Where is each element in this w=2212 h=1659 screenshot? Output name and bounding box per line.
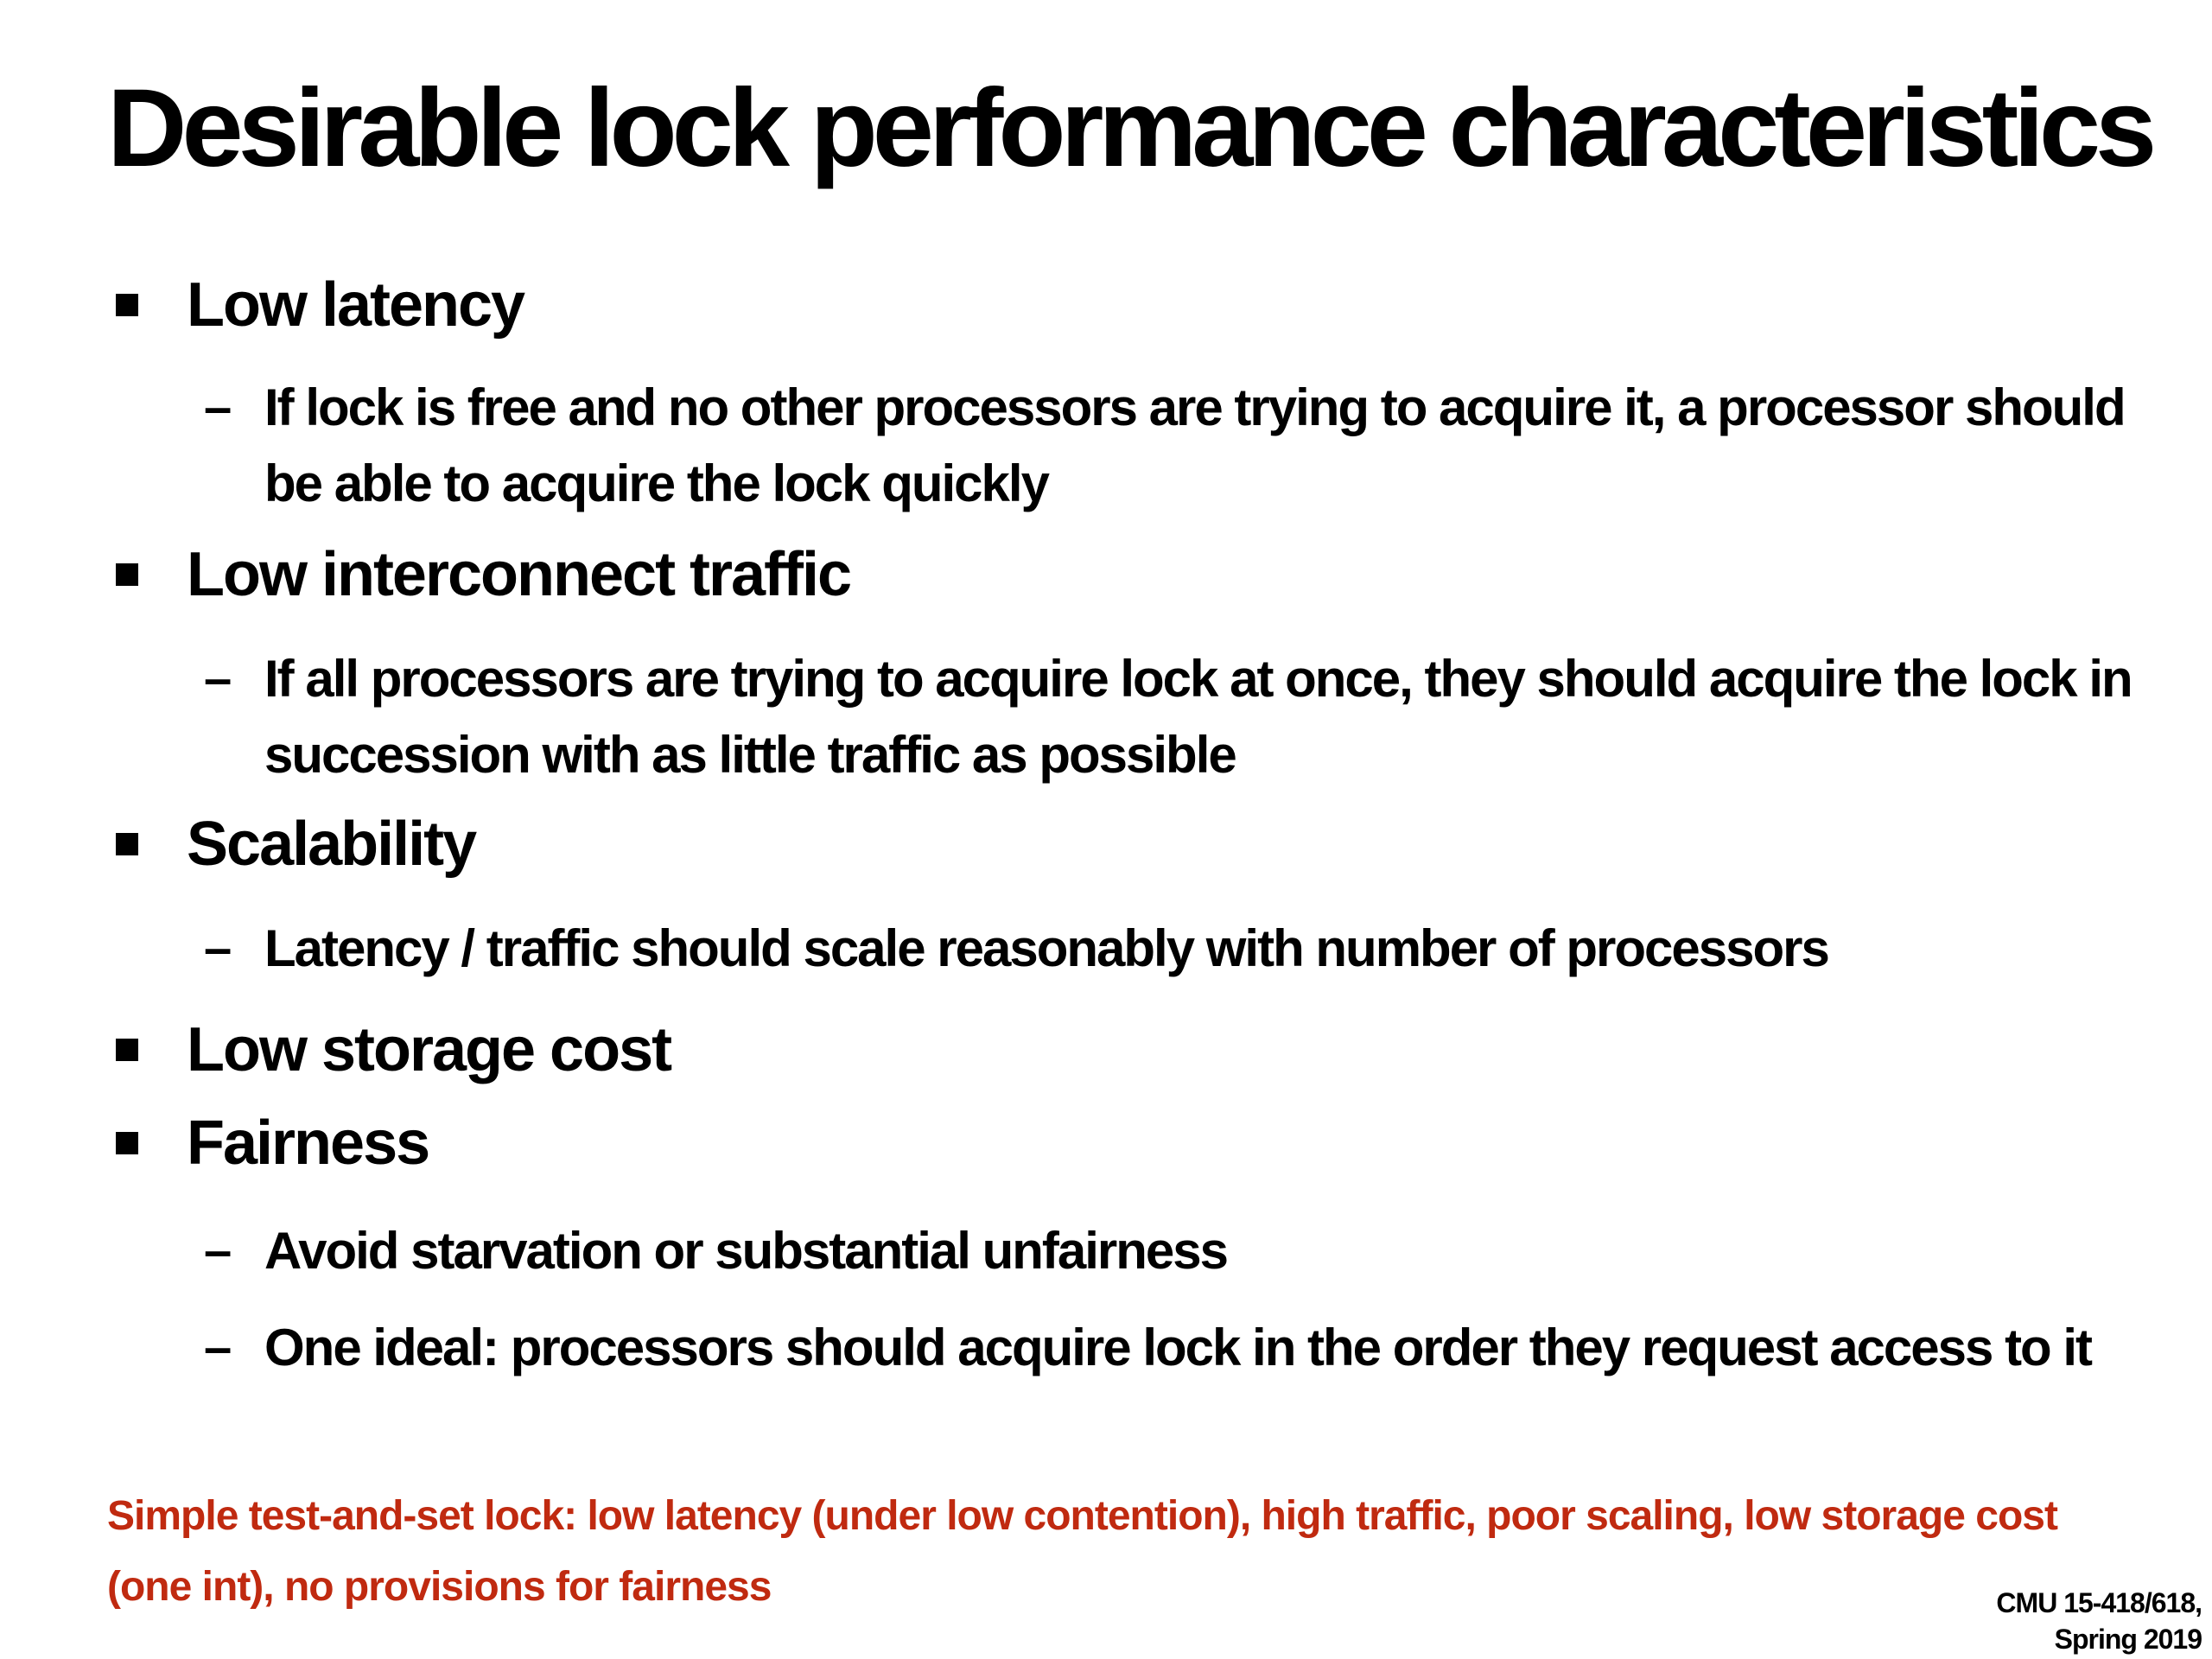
dash-bullet-icon: – [204, 920, 232, 976]
square-bullet-icon [116, 563, 138, 586]
sub-bullet-scalability-detail [204, 911, 2148, 987]
footer-term: Spring 2019 [2054, 1624, 2202, 1655]
square-bullet-icon [116, 1132, 138, 1154]
slide-title: Desirable lock performance characteristics [107, 67, 2152, 190]
bullet-label: Scalability [187, 810, 476, 879]
bullet-label: Low storage cost [187, 1015, 671, 1084]
square-bullet-icon [116, 833, 138, 855]
sub-bullet-text: Latency / traffic should scale reasonably with number of processors [264, 919, 1828, 977]
sub-bullet-low-latency-detail [204, 370, 2148, 522]
sub-bullet-traffic-detail [204, 641, 2148, 793]
dash-bullet-icon: – [204, 651, 232, 707]
sub-bullet-text: If all processors are trying to acquire lock at once, they should acquire the lock in succession with as little traffic as possible [264, 650, 2132, 784]
footer-course: CMU 15-418/618, [1996, 1587, 2202, 1618]
bullet-low-storage-cost [116, 1013, 671, 1087]
sub-bullet-text: If lock is free and no other processors are trying to acquire it, a processor should be able to acquire the lock quickly [264, 378, 2125, 512]
sub-bullet-text: One ideal: processors should acquire lock in the order they request access to it [264, 1319, 2092, 1376]
course-footer [1996, 1585, 2202, 1657]
summary-note: Simple test-and-set lock: low latency (under low contention), high traffic, poor scaling, low storage cost (one int), no provisions for fairness [107, 1493, 2057, 1610]
bullet-low-interconnect-traffic [116, 537, 850, 612]
dash-bullet-icon: – [204, 1223, 232, 1279]
bullet-scalability [116, 807, 475, 881]
dash-bullet-icon: – [204, 379, 232, 435]
sub-bullet-fairness-starvation [204, 1213, 2148, 1289]
bullet-label: Low interconnect traffic [187, 540, 851, 609]
square-bullet-icon [116, 294, 138, 316]
sub-bullet-fairness-ideal [204, 1310, 2148, 1386]
bullet-fairness [116, 1106, 429, 1180]
bullet-label: Fairness [187, 1109, 429, 1178]
bullet-low-latency [116, 268, 524, 342]
dash-bullet-icon: – [204, 1319, 232, 1376]
sub-bullet-text: Avoid starvation or substantial unfairness [264, 1222, 1228, 1280]
bullet-label: Low latency [187, 270, 524, 340]
square-bullet-icon [116, 1039, 138, 1061]
